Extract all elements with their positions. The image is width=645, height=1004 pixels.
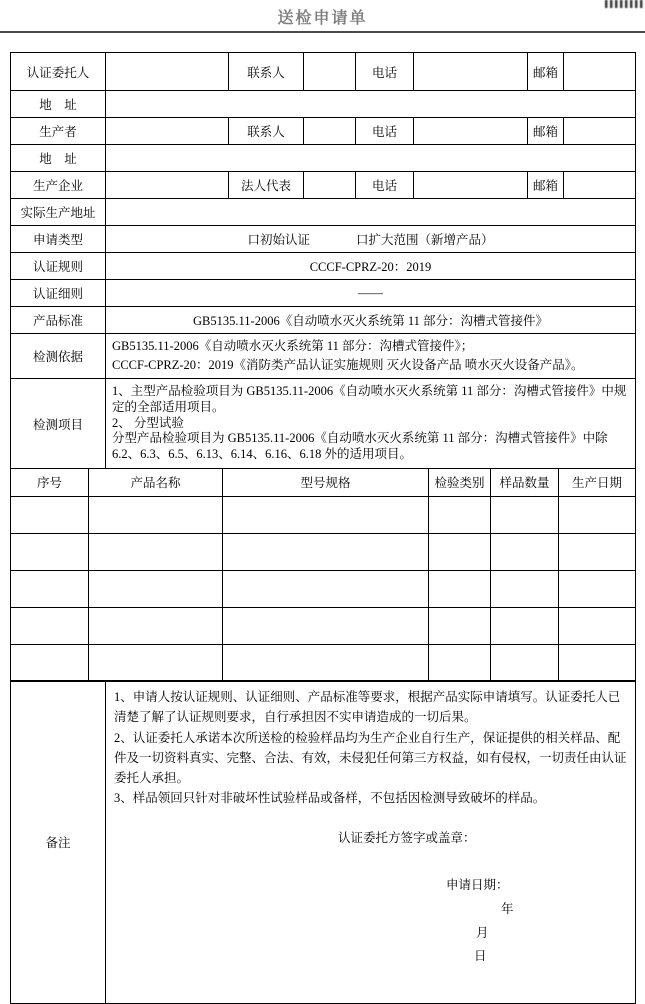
product-row <box>11 496 636 533</box>
table-row <box>11 334 636 379</box>
table-row <box>11 118 636 145</box>
sample-qty-field[interactable] <box>491 570 559 607</box>
date-day-label: 日 <box>474 949 487 964</box>
serial-field[interactable] <box>11 570 89 607</box>
table-row <box>11 53 636 91</box>
production-date-field[interactable] <box>559 533 636 570</box>
product-name-field[interactable] <box>89 496 223 533</box>
sample-qty-field[interactable] <box>491 607 559 644</box>
manufacturer-email-label: 邮箱 <box>528 172 564 199</box>
applicant-label: 认证委托人 <box>11 53 106 91</box>
page-title: 送检申请单 <box>277 10 368 27</box>
legal-representative-field[interactable] <box>304 172 356 199</box>
col-header-model-spec: 型号规格 <box>223 468 429 496</box>
producer-contact-label: 联系人 <box>229 118 304 145</box>
application-form <box>10 52 635 1004</box>
info-table <box>10 52 636 469</box>
product-row <box>11 644 636 681</box>
legal-representative-label: 法人代表 <box>229 172 304 199</box>
producer-email-field[interactable] <box>564 118 636 145</box>
checkbox-expand-scope[interactable]: 口扩大范围（新增产品） <box>356 233 494 247</box>
application-date-line <box>396 850 627 993</box>
remarks-table <box>10 680 636 1004</box>
test-items-line: 2、 分型试验 <box>112 415 184 430</box>
certification-rule-label: 认证规则 <box>11 253 106 280</box>
production-date-field[interactable] <box>559 644 636 681</box>
sample-qty-field[interactable] <box>491 533 559 570</box>
test-basis-value <box>106 334 636 379</box>
remarks-row <box>11 681 636 1004</box>
producer-contact-field[interactable] <box>304 118 356 145</box>
signature-line: 认证委托方签字或盖章： <box>338 830 476 845</box>
producer-address-field[interactable] <box>106 145 636 172</box>
table-row <box>11 280 636 307</box>
product-standard-value: GB5135.11-2006《自动喷水灭火系统第 11 部分：沟槽式管接件》 <box>106 307 636 334</box>
test-category-field[interactable] <box>429 570 491 607</box>
production-address-field[interactable] <box>106 199 636 226</box>
applicant-address-field[interactable] <box>106 91 636 118</box>
test-items-line: 分型产品检验项目为 GB5135.11-2006《自动喷水灭火系统第 11 部分：沟槽式管接件》中除 6.2、6.3、6.5、6.13、6.14、6.16、6.18 外的适用项目。 <box>112 431 608 462</box>
applicant-contact-label: 联系人 <box>229 53 304 91</box>
col-header-production-date: 生产日期 <box>559 468 636 496</box>
product-header-row <box>11 468 636 496</box>
serial-field[interactable] <box>11 496 89 533</box>
col-header-serial: 序号 <box>11 468 89 496</box>
col-header-sample-qty: 样品数量 <box>491 468 559 496</box>
test-basis-label: 检测依据 <box>11 334 106 379</box>
application-date-label: 申请日期： <box>446 878 509 892</box>
test-basis-line: CCCF-CPRZ-20：2019《消防类产品认证实施规则 灭火设备产品 喷水灭火设备产品》。 <box>112 358 584 372</box>
corner-logo-fragment-icon <box>605 0 643 8</box>
remarks-content <box>106 681 636 1004</box>
product-name-field[interactable] <box>89 607 223 644</box>
applicant-name-field[interactable] <box>106 53 229 91</box>
certification-detail-value: —— <box>106 280 636 307</box>
model-spec-field[interactable] <box>223 644 429 681</box>
applicant-contact-field[interactable] <box>304 53 356 91</box>
test-category-field[interactable] <box>429 496 491 533</box>
title-divider <box>0 31 645 33</box>
product-name-field[interactable] <box>89 570 223 607</box>
product-row <box>11 570 636 607</box>
producer-label: 生产者 <box>11 118 106 145</box>
product-name-field[interactable] <box>89 533 223 570</box>
remarks-label: 备注 <box>11 681 106 1004</box>
product-row <box>11 607 636 644</box>
product-name-field[interactable] <box>89 644 223 681</box>
table-row <box>11 172 636 199</box>
applicant-address-label: 地 址 <box>11 91 106 118</box>
test-category-field[interactable] <box>429 644 491 681</box>
producer-address-label: 地 址 <box>11 145 106 172</box>
applicant-email-field[interactable] <box>564 53 636 91</box>
col-header-test-category: 检验类别 <box>429 468 491 496</box>
test-items-label: 检测项目 <box>11 379 106 469</box>
certification-rule-value: CCCF-CPRZ-20：2019 <box>106 253 636 280</box>
remarks-item: 3、样品领回只针对非破坏性试验样品或备样，不包括因检测导致破坏的样品。 <box>114 791 546 806</box>
test-category-field[interactable] <box>429 607 491 644</box>
remarks-item: 1、申请人按认证规则、认证细则、产品标准等要求，根据产品实际申请填写。认证委托人已清楚了解了认证规则要求，自行承担因不实申请造成的一切后果。 <box>114 690 621 725</box>
production-date-field[interactable] <box>559 607 636 644</box>
product-row <box>11 533 636 570</box>
table-row <box>11 226 636 253</box>
model-spec-field[interactable] <box>223 570 429 607</box>
production-date-field[interactable] <box>559 570 636 607</box>
table-row <box>11 91 636 118</box>
manufacturer-email-field[interactable] <box>564 172 636 199</box>
model-spec-field[interactable] <box>223 533 429 570</box>
serial-field[interactable] <box>11 607 89 644</box>
serial-field[interactable] <box>11 644 89 681</box>
product-table <box>10 468 636 682</box>
producer-email-label: 邮箱 <box>528 118 564 145</box>
producer-phone-label: 电话 <box>356 118 414 145</box>
producer-phone-field[interactable] <box>414 118 528 145</box>
product-standard-label: 产品标准 <box>11 307 106 334</box>
applicant-phone-label: 电话 <box>356 53 414 91</box>
col-header-product-name: 产品名称 <box>89 468 223 496</box>
application-type-cell <box>106 226 636 253</box>
table-row <box>11 145 636 172</box>
sample-qty-field[interactable] <box>491 496 559 533</box>
manufacturer-label: 生产企业 <box>11 172 106 199</box>
certification-detail-label: 认证细则 <box>11 280 106 307</box>
checkbox-initial-certification[interactable]: 口初始认证 <box>247 233 310 247</box>
signature-block <box>114 809 627 993</box>
sample-qty-field[interactable] <box>491 644 559 681</box>
application-type-label: 申请类型 <box>11 226 106 253</box>
date-month-label: 月 <box>476 925 489 940</box>
applicant-phone-field[interactable] <box>414 53 528 91</box>
table-row <box>11 253 636 280</box>
test-items-value <box>106 379 636 469</box>
table-row <box>11 199 636 226</box>
test-items-line: 1、主型产品检验项目为 GB5135.11-2006《自动喷水灭火系统第 11 部分：沟槽式管接件》中规定的全部适用项目。 <box>112 383 627 414</box>
serial-field[interactable] <box>11 533 89 570</box>
table-row <box>11 379 636 469</box>
producer-name-field[interactable] <box>106 118 229 145</box>
production-date-field[interactable] <box>559 496 636 533</box>
model-spec-field[interactable] <box>223 496 429 533</box>
manufacturer-phone-field[interactable] <box>414 172 528 199</box>
table-row <box>11 307 636 334</box>
test-category-field[interactable] <box>429 533 491 570</box>
production-address-label: 实际生产地址 <box>11 199 106 226</box>
manufacturer-name-field[interactable] <box>106 172 229 199</box>
remarks-item: 2、认证委托人承诺本次所送检的检验样品均为生产企业自行生产，保证提供的相关样品、配件及一切资料真实、完整、合法、有效，未侵犯任何第三方权益，如有侵权，一切责任由认证委托人承担。 <box>114 730 627 785</box>
model-spec-field[interactable] <box>223 607 429 644</box>
test-basis-line: GB5135.11-2006《自动喷水灭火系统第 11 部分：沟槽式管接件》； <box>112 338 474 353</box>
date-year-label: 年 <box>501 901 514 916</box>
manufacturer-phone-label: 电话 <box>356 172 414 199</box>
applicant-email-label: 邮箱 <box>528 53 564 91</box>
